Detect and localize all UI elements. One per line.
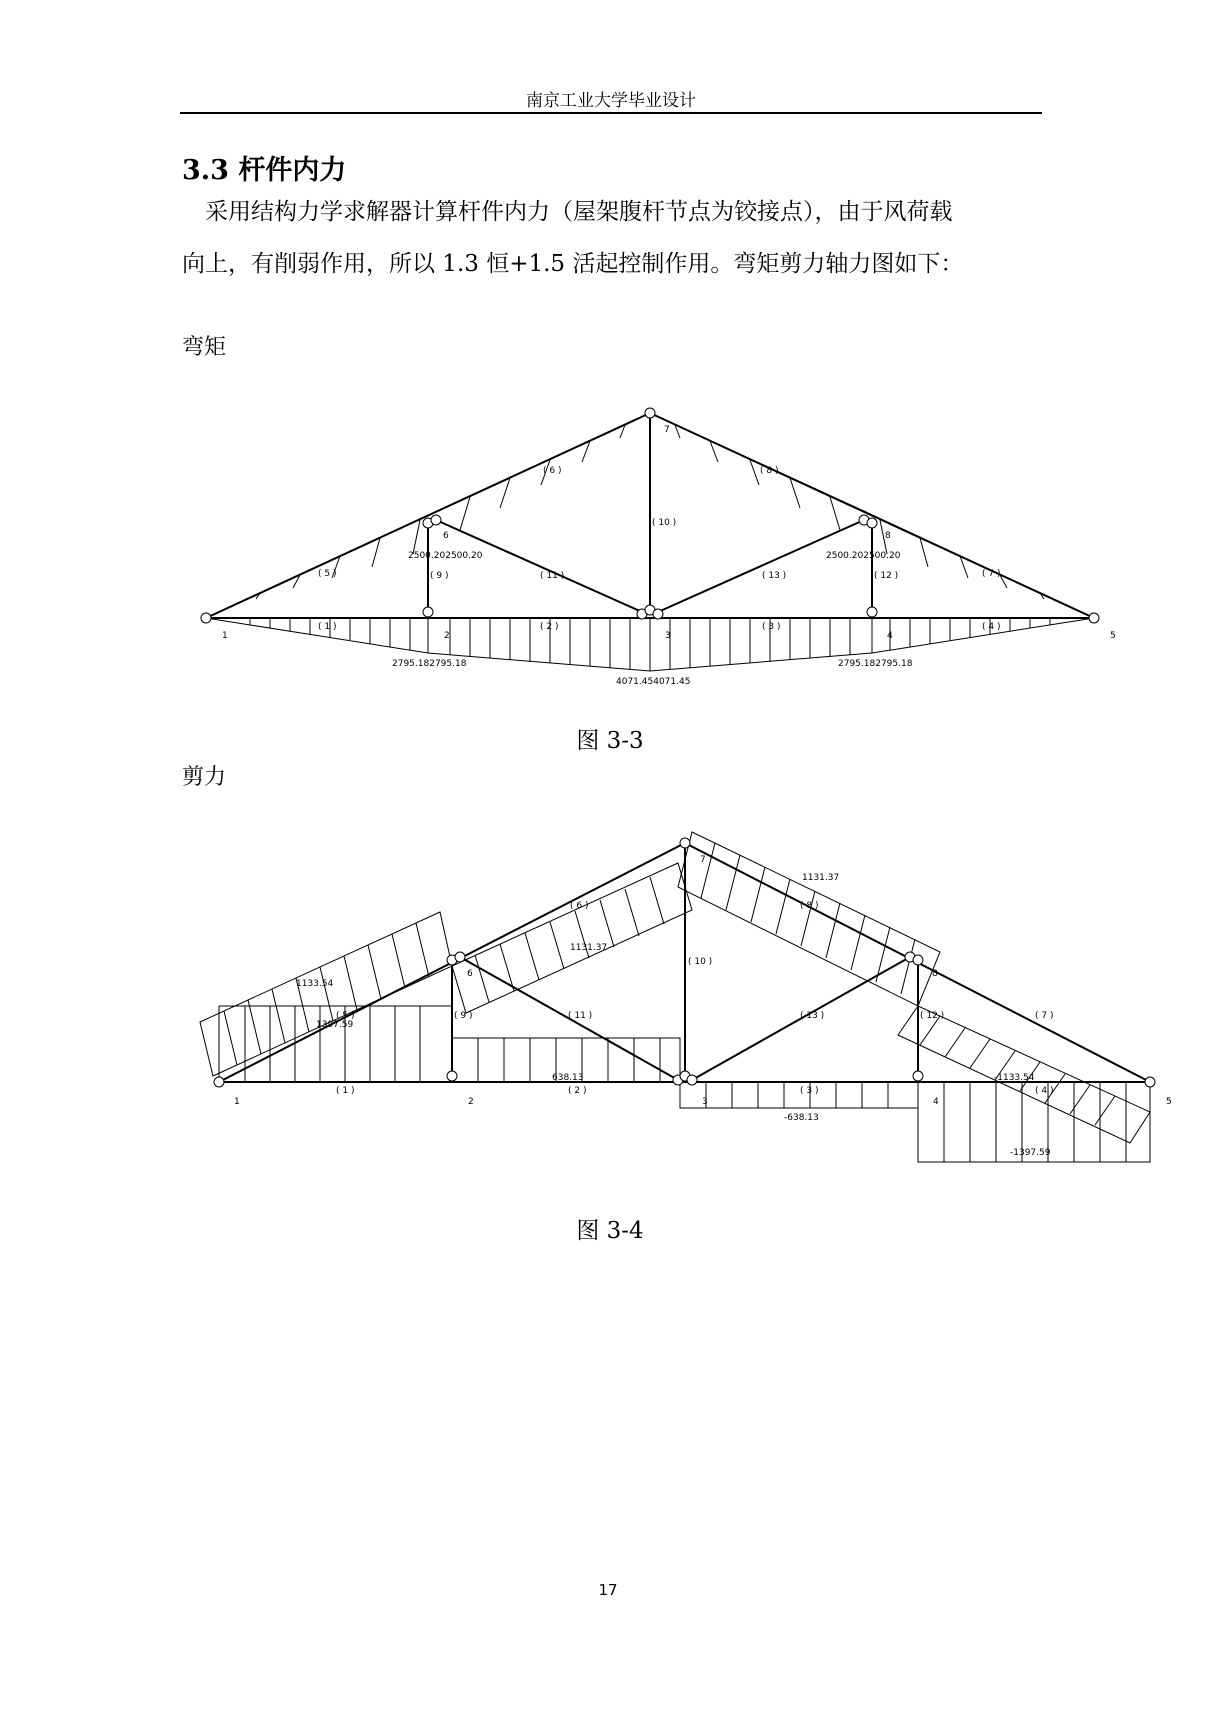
member-label: ( 13 ) [800, 1011, 825, 1021]
node-label: 8 [885, 531, 891, 541]
node-label: 5 [1110, 631, 1116, 641]
node-label: 4 [887, 631, 893, 641]
moment-value: 2500.202500.20 [408, 551, 483, 561]
paragraph-line-1: 采用结构力学求解器计算杆件内力（屋架腹杆节点为铰接点），由于风荷载 [205, 199, 953, 225]
node-label: 8 [932, 969, 938, 979]
shear-value: 1131.37 [802, 873, 840, 883]
node-label: 2 [444, 631, 450, 641]
figure1-caption: 图 3-3 [576, 728, 644, 754]
moment-value: 2795.182795.18 [838, 659, 913, 669]
shear-value: 638.13 [552, 1073, 584, 1083]
shear-value: -638.13 [784, 1113, 819, 1123]
member-label: ( 2 ) [568, 1086, 587, 1096]
moment-value: 2795.182795.18 [392, 659, 467, 669]
member-label: ( 7 ) [1035, 1011, 1054, 1021]
node-label: 4 [933, 1097, 939, 1107]
node-label: 1 [234, 1097, 240, 1107]
member-label: ( 6 ) [543, 466, 562, 476]
member-label: ( 1 ) [336, 1086, 355, 1096]
shear-value: -1397.59 [1010, 1148, 1051, 1158]
shear-diagram [0, 780, 1216, 1158]
member-label: ( 10 ) [688, 957, 713, 967]
member-label: ( 7 ) [982, 569, 1001, 579]
node-label: 7 [700, 855, 706, 865]
shear-node-labels [234, 855, 1172, 1107]
member-label: ( 3 ) [762, 622, 781, 632]
page-number: 17 [598, 1581, 618, 1599]
moment-value: 2500.202500.20 [826, 551, 901, 561]
node-label: 1 [222, 631, 228, 641]
moment-member-labels [318, 466, 1000, 632]
member-label: ( 11 ) [568, 1011, 593, 1021]
member-label: ( 4 ) [1035, 1086, 1054, 1096]
member-label: ( 3 ) [800, 1086, 819, 1096]
member-label: ( 5 ) [318, 569, 337, 579]
node-label: 3 [702, 1097, 708, 1107]
moment-truss-members [206, 413, 1094, 618]
member-label: ( 13 ) [762, 571, 787, 581]
member-label: ( 9 ) [430, 571, 449, 581]
member-label: ( 1 ) [318, 622, 337, 632]
member-label: ( 10 ) [652, 518, 677, 528]
moment-value: 4071.454071.45 [616, 677, 691, 687]
node-label: 2 [468, 1097, 474, 1107]
node-label: 6 [443, 531, 449, 541]
member-label: ( 2 ) [540, 622, 559, 632]
page-header: 南京工业大学毕业设计 [526, 91, 696, 111]
member-label: ( 11 ) [540, 571, 565, 581]
node-label: 6 [467, 969, 473, 979]
member-label: ( 8 ) [800, 901, 819, 911]
member-label: ( 6 ) [570, 901, 589, 911]
member-label: ( 12 ) [920, 1011, 945, 1021]
node-label: 3 [665, 631, 671, 641]
paragraph-line-2: 向上，有削弱作用，所以 1.3 恒+1.5 活起控制作用。弯矩剪力轴力图如下： [182, 251, 964, 277]
member-label: ( 9 ) [454, 1011, 473, 1021]
section-title: 3.3 杆件内力 [182, 155, 347, 186]
moment-node-labels [222, 425, 1116, 641]
shear-truss-members [219, 843, 1150, 1082]
figure2-caption: 图 3-4 [576, 1218, 644, 1244]
member-label: ( 4 ) [982, 622, 1001, 632]
shear-value: -1133.54 [994, 1073, 1035, 1083]
moment-diagram [0, 0, 1216, 720]
shear-hatching [200, 832, 1150, 1162]
shear-value: 1131.37 [570, 943, 608, 953]
member-label: ( 12 ) [874, 571, 899, 581]
node-label: 7 [664, 425, 670, 435]
figure1-label: 弯矩 [182, 335, 227, 360]
node-label: 5 [1166, 1097, 1172, 1107]
shear-value: 1397.59 [316, 1020, 354, 1030]
shear-value: 1133.54 [296, 979, 334, 989]
member-label: ( 5 ) [336, 1011, 355, 1021]
member-label: ( 8 ) [760, 466, 779, 476]
figure2-label: 剪力 [182, 765, 227, 790]
